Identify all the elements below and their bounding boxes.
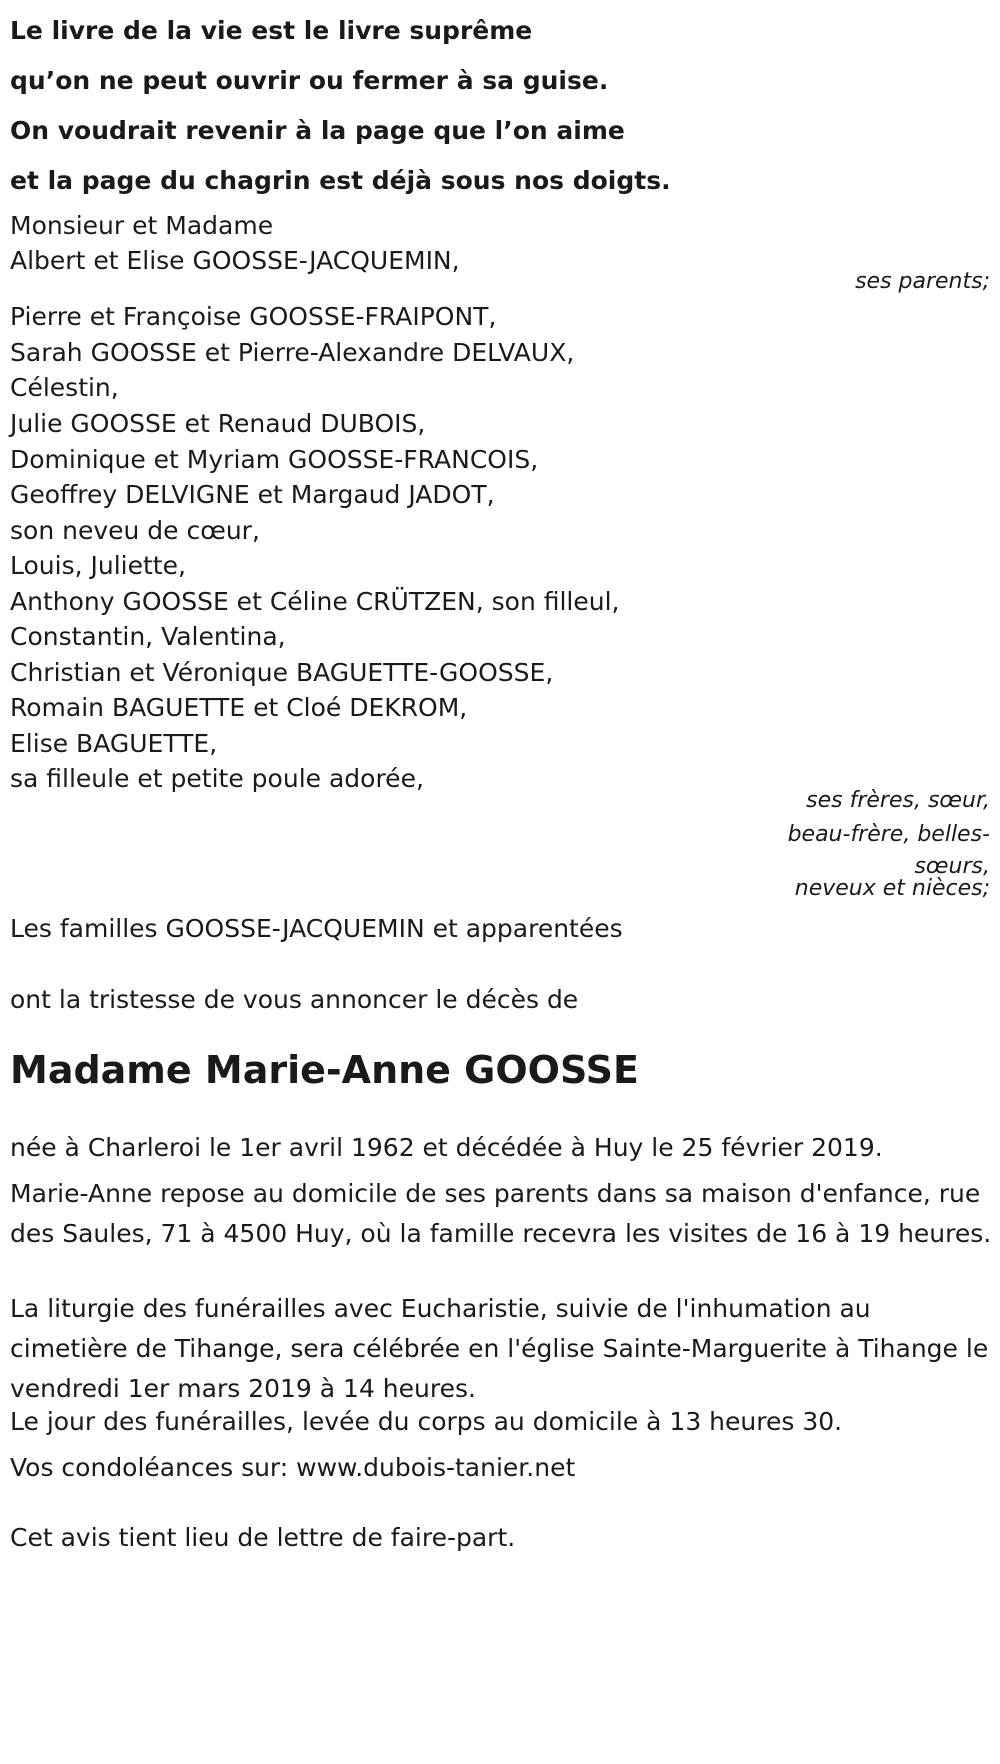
poem-block <box>10 6 671 206</box>
family-line: Anthony GOOSSE et Céline CRÜTZEN, son filleul, <box>10 587 620 616</box>
poem-line: qu’on ne peut ouvrir ou fermer à sa guise. <box>10 66 609 95</box>
family-line: Geoffrey DELVIGNE et Margaud JADOT, <box>10 480 495 509</box>
relation-line: beau-frère, belles- <box>787 822 990 847</box>
poem-line: et la page du chagrin est déjà sous nos doigts. <box>10 166 671 195</box>
family-line: Louis, Juliette, <box>10 551 186 580</box>
family-line: Christian et Véronique BAGUETTE-GOOSSE, <box>10 658 554 687</box>
announcement-line: ont la tristesse de vous annoncer le décès de <box>10 985 579 1014</box>
family-line: Elise BAGUETTE, <box>10 729 218 758</box>
poem-line: On voudrait revenir à la page que l’on aime <box>10 116 625 145</box>
family-line: son neveu de cœur, <box>10 516 260 545</box>
family-line: sa filleule et petite poule adorée, <box>10 764 424 793</box>
parents-line: Monsieur et Madame <box>10 211 274 240</box>
deceased-name: Madame Marie-Anne GOOSSE <box>10 1048 639 1092</box>
family-line: Sarah GOOSSE et Pierre-Alexandre DELVAUX, <box>10 338 575 367</box>
family-line: Romain BAGUETTE et Cloé DEKROM, <box>10 693 468 722</box>
parents-line: Albert et Elise GOOSSE-JACQUEMIN, <box>10 246 460 275</box>
condolences-paragraph: Vos condoléances sur: www.dubois-tanier.net <box>10 1453 576 1482</box>
relation-siblings <box>760 787 990 900</box>
family-line: Constantin, Valentina, <box>10 622 286 651</box>
family-line: Dominique et Myriam GOOSSE-FRANCOIS, <box>10 445 539 474</box>
relation-line: sœurs, <box>914 854 990 879</box>
funeral-paragraph: La liturgie des funérailles avec Eucharistie, suivie de l'inhumation au cimetière de Tihange, sera célébrée en l'église Sainte-Marguerite à Tihange le vendredi 1er mars 2019 à 14 heures. <box>10 1294 989 1403</box>
relation-parents: ses parents; <box>855 269 990 294</box>
family-line: Célestin, <box>10 373 119 402</box>
birth-death-paragraph: née à Charleroi le 1er avril 1962 et décédée à Huy le 25 février 2019. <box>10 1133 883 1162</box>
family-line: Pierre et Françoise GOOSSE-FRAIPONT, <box>10 302 497 331</box>
poem-line: Le livre de la vie est le livre suprême <box>10 16 533 45</box>
visitation-paragraph: Marie-Anne repose au domicile de ses parents dans sa maison d'enfance, rue des Saules, 71 à 4500 Huy, où la famille recevra les visites de 16 à 19 heures. <box>10 1179 992 1248</box>
relation-line: ses frères, sœur, <box>806 788 990 813</box>
closing-line: Cet avis tient lieu de lettre de faire-part. <box>10 1523 516 1552</box>
departure-paragraph: Le jour des funérailles, levée du corps au domicile à 13 heures 30. <box>10 1407 843 1436</box>
relation-line: neveux et nièces; <box>794 876 990 901</box>
family-line: Julie GOOSSE et Renaud DUBOIS, <box>10 409 426 438</box>
families-line: Les familles GOOSSE-JACQUEMIN et apparentées <box>10 914 623 943</box>
death-notice <box>10 0 990 1764</box>
